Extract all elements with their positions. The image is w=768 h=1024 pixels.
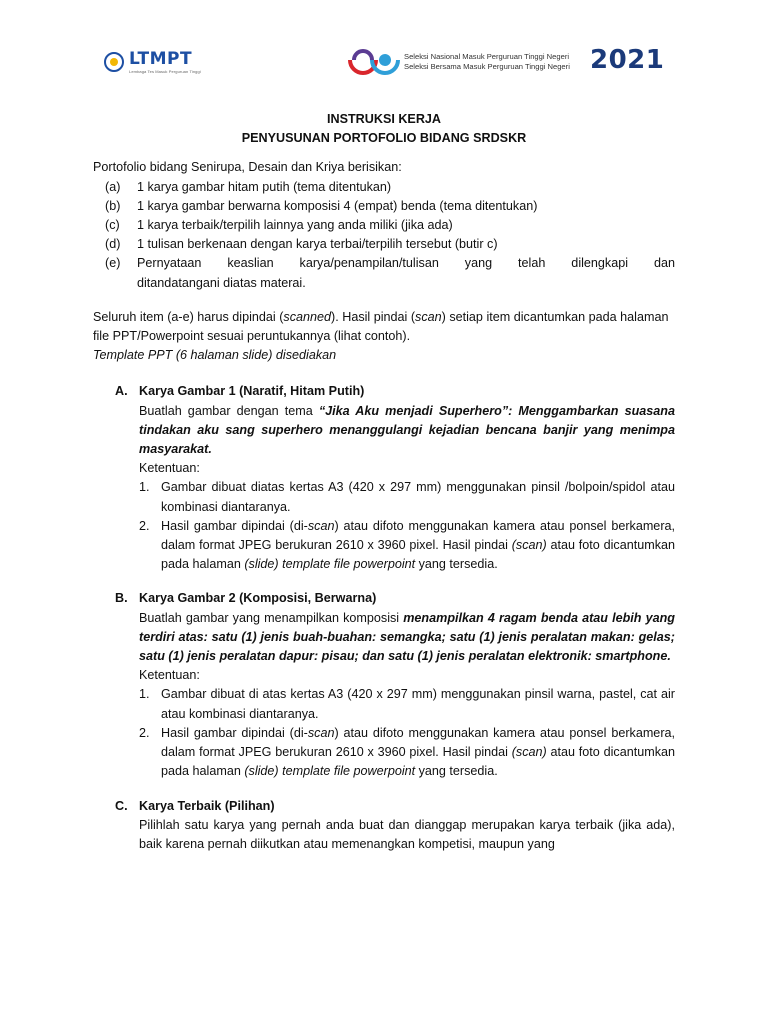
list-item: 1. Gambar dibuat di atas kertas A3 (420 x 297 mm) menggunakan pinsil warna, pastel, cat air atau kombinasi diantaranya. xyxy=(139,687,675,721)
list-item: (c) 1 karya terbaik/terpilih lainnya yang anda miliki (jika ada) xyxy=(105,218,453,233)
document-header xyxy=(0,0,768,100)
ltmpt-name: LTMPT xyxy=(129,48,193,69)
title-line-2: PENYUSUNAN PORTOFOLIO BIDANG SRDSKR xyxy=(241,131,527,146)
ketentuan-label: Ketentuan: xyxy=(139,668,200,683)
ltmpt-emblem-icon xyxy=(104,52,124,72)
section-heading: Karya Gambar 1 (Naratif, Hitam Putih) xyxy=(139,384,365,399)
scan-instruction: Seluruh item (a-e) harus dipindai (scanned). Hasil pindai (scan) setiap item dicantumkan pada halaman file PPT/Powerpoint sesuai peruntukannya (lihat contoh). xyxy=(93,309,669,344)
section-description: Buatlah gambar yang menampilkan komposisi menampilkan 4 ragam benda atau lebih yang terdiri atas: satu (1) jenis buah-buahan: semangka; satu (1) jenis peralatan makan: gelas; satu (1) jenis peralatan dapur: pisau; dan satu (1) jenis peralatan elektronik: smartphone. xyxy=(139,610,675,664)
section-c xyxy=(93,797,675,855)
snmptn-sbmptn-text xyxy=(404,52,570,72)
list-item: 1. Gambar dibuat diatas kertas A3 (420 x 297 mm) menggunakan pinsil /bolpoin/spidol atau kombinasi diantaranya. xyxy=(139,480,675,514)
content-list xyxy=(93,178,675,293)
section-marker: B. xyxy=(115,591,128,606)
year-label: 2021 xyxy=(590,45,665,75)
ltmpt-logo xyxy=(104,50,201,74)
section-heading: Karya Gambar 2 (Komposisi, Berwarna) xyxy=(139,591,377,606)
list-item: (d) 1 tulisan berkenaan dengan karya terbai/terpilih tersebut (butir c) xyxy=(105,237,498,252)
list-item: 2. Hasil gambar dipindai (di-scan) atau difoto menggunakan kamera atau ponsel berkamera, dalam format JPEG berukuran 2610 x 3960 pixel. Hasil pindai (scan) atau foto dicantumkan pada halaman (slide) template file powerpoint yang tersedia. xyxy=(139,518,676,572)
template-note: Template PPT (6 halaman slide) disediakan xyxy=(93,348,337,363)
list-item: 2. Hasil gambar dipindai (di-scan) atau difoto menggunakan kamera atau ponsel berkamera, dalam format JPEG berukuran 2610 x 3960 pixel. Hasil pindai (scan) atau foto dicantumkan pada halaman (slide) template file powerpoint yang tersedia. xyxy=(139,725,676,779)
list-item: (e) Pernyataan keaslian karya/penampilan/tulisan yang telah dilengkapi dan ditandatangani diatas materai. xyxy=(105,256,675,290)
ltmpt-subtitle: Lembaga Tes Masuk Perguruan Tinggi xyxy=(129,68,201,74)
snmptn-line: Seleksi Nasional Masuk Perguruan Tinggi Negeri xyxy=(404,52,570,61)
section-marker: C. xyxy=(115,798,128,813)
list-item: (a) 1 karya gambar hitam putih (tema ditentukan) xyxy=(105,179,392,194)
section-description: Pilihlah satu karya yang pernah anda buat dan dianggap merupakan karya terbaik (jika ada), baik karena pernah diikutkan atau memenangkan kompetisi, maupun yang xyxy=(139,817,675,851)
section-heading: Karya Terbaik (Pilihan) xyxy=(139,798,275,813)
title-line-1: INSTRUKSI KERJA xyxy=(326,112,442,126)
section-marker: A. xyxy=(115,384,128,399)
snmptn-sbmptn-logo-icon xyxy=(346,44,400,76)
sbmptn-line: Seleksi Bersama Masuk Perguruan Tinggi Negeri xyxy=(404,62,570,71)
intro-text: Portofolio bidang Senirupa, Desain dan Kriya berisikan: xyxy=(93,160,402,175)
section-b xyxy=(93,589,675,781)
document-body xyxy=(93,110,675,854)
list-item: (b) 1 karya gambar berwarna komposisi 4 (empat) benda (tema ditentukan) xyxy=(105,198,538,213)
ketentuan-label: Ketentuan: xyxy=(139,461,200,476)
section-description: Buatlah gambar dengan tema “Jika Aku menjadi Superhero”: Menggambarkan suasana tindakan aku sang superhero menanggulangi kejadian bencana banjir yang menimpa masyarakat. xyxy=(139,403,675,457)
section-a xyxy=(93,382,675,574)
